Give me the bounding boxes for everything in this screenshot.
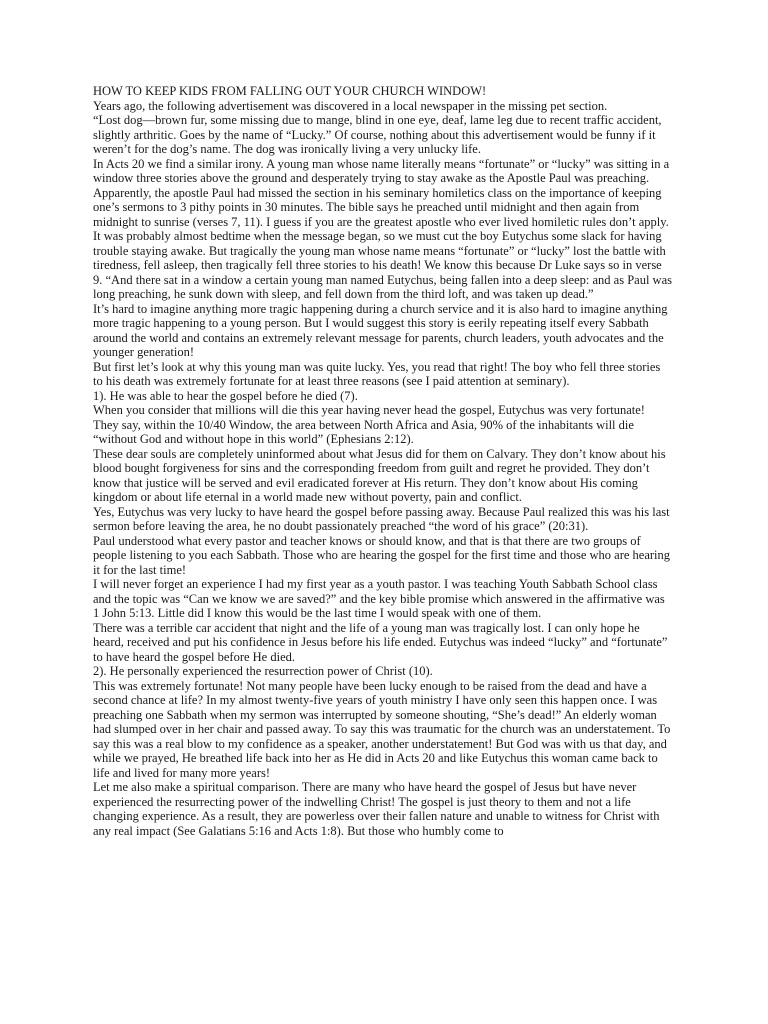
- paragraph: Yes, Eutychus was very lucky to have heard the gospel before passing away. Because Paul realized this was his last sermon before leaving the area, he no doubt passionately preached “the word of his grace” (20:31).: [93, 504, 670, 533]
- document-page: [93, 84, 673, 838]
- paragraph: It was probably almost bedtime when the message began, so we must cut the boy Eutychus some slack for having trouble staying awake. But tragically the young man whose name means “fortunate” or “lucky” lost the battle with tiredness, fell asleep, then tragically fell three stories to his death! We know this because Dr Luke says so in verse 9. “And there sat in a window a certain young man named Eutychus, being fallen into a deep sleep: and as Paul was long preaching, he sunk down with sleep, and fell down from the third loft, and was taken up dead.”: [93, 229, 672, 301]
- paragraph: These dear souls are completely uninformed about what Jesus did for them on Calvary. They don’t know about his blood bought forgiveness for sins and the corresponding freedom from guilt and regret he provided. They don’t know that justice will be served and evil eradicated forever at His return. They don’t know about His coming kingdom or about life eternal in a world made new without poverty, pain and conflict.: [93, 446, 666, 504]
- paragraph: It’s hard to imagine anything more tragic happening during a church service and it is also hard to imagine anything more tragic happening to a young person. But I would suggest this story is eerily repeating itself every Sabbath around the world and contains an extremely relevant message for parents, church leaders, youth advocates and the younger generation!: [93, 301, 668, 359]
- paragraph: I will never forget an experience I had my first year as a youth pastor. I was teaching Youth Sabbath School class and the topic was “Can we know we are saved?” and the key bible promise which answered in the affirmative was 1 John 5:13. Little did I know this would be the last time I would speak with one of them.: [93, 577, 665, 620]
- paragraph: “Lost dog—brown fur, some missing due to mange, blind in one eye, deaf, lame leg due to recent traffic accident, slightly arthritic. Goes by the name of “Lucky.” Of course, nothing about this advertisement would be funny if it weren’t for the dog’s name. The dog was ironically living a very unlucky life.: [93, 113, 662, 156]
- section-heading: 2). He personally experienced the resurrection power of Christ (10).: [93, 664, 433, 678]
- paragraph: Paul understood what every pastor and teacher knows or should know, and that is that there are two groups of people listening to you each Sabbath. Those who are hearing the gospel for the first time and those who are hearing it for the last time!: [93, 533, 671, 577]
- paragraph: Let me also make a spiritual comparison. There are many who have heard the gospel of Jesus but have never experienced the resurrecting power of the indwelling Christ! The gospel is just theory to them and not a life changing experience. As a result, they are powerless over their fallen nature and unable to witness for Christ with any real impact (See Galatians 5:16 and Acts 1:8). But those who humbly come to: [93, 780, 660, 838]
- paragraph: There was a terrible car accident that night and the life of a young man was tragically lost. I can only hope he heard, received and put his confidence in Jesus before his life ended. Eutychus was indeed “lucky” and “fortunate” to have heard the gospel before He died.: [93, 620, 668, 664]
- paragraph: Years ago, the following advertisement was discovered in a local newspaper in the missing pet section.: [93, 98, 608, 113]
- paragraph: This was extremely fortunate! Not many people have been lucky enough to be raised from the dead and have a second chance at life? In my almost twenty-five years of youth ministry I have only seen this happen once. I was preaching one Sabbath when my sermon was interrupted by someone shouting, “She’s dead!” An elderly woman had slumped over in her chair and passed away. To say this was traumatic for the church was an understatement. To say this was a real blow to my confidence as a speaker, another understatement! But God was with us that day, and while we prayed, He breathed life back into her as He did in Acts 20 and like Eutychus this woman came back to life and lived for many more years!: [93, 678, 671, 780]
- section-heading: 1). He was able to hear the gospel before he died (7).: [93, 388, 358, 403]
- paragraph: But first let’s look at why this young man was quite lucky. Yes, you read that right! The boy who fell three stories to his death was extremely fortunate for at least three reasons (see I paid attention at seminary).: [93, 359, 661, 388]
- document-title: HOW TO KEEP KIDS FROM FALLING OUT YOUR CHURCH WINDOW!: [93, 84, 487, 98]
- paragraph: When you consider that millions will die this year having never head the gospel, Eutychus was very fortunate! They say, within the 10/40 Window, the area between North Africa and Asia, 90% of the inhabitants will die “without God and without hope in this world” (Ephesians 2:12).: [93, 403, 645, 446]
- paragraph: In Acts 20 we find a similar irony. A young man whose name literally means “fortunate” or “lucky” was sitting in a window three stories above the ground and desperately trying to stay awake as the Apostle Paul was preaching. Apparently, the apostle Paul had missed the section in his seminary homiletics class on the importance of keeping one’s sermons to 3 pithy points in 30 minutes. The bible says he preached until midnight and then again from midnight to sunrise (verses 7, 11). I guess if you are the greatest apostle who ever lived homiletic rules don’t apply.: [93, 156, 670, 229]
